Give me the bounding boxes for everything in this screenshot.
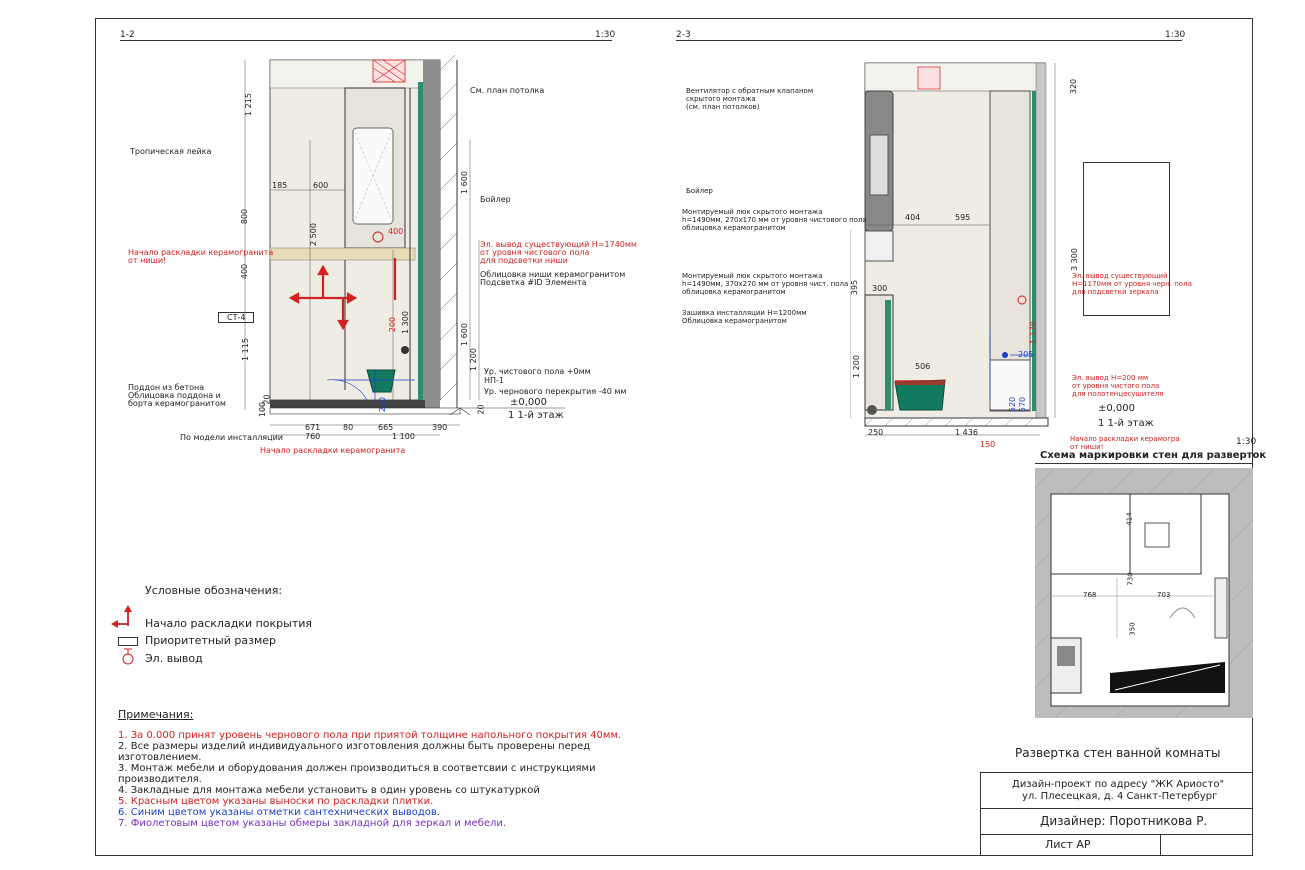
callout-rain-shower: Тропическая лейка (130, 147, 212, 156)
callout-tile-start-line1: Начало раскладки керамогранита (128, 248, 274, 257)
callout-mirror-outlet-1: Эл. вывод существующий (1072, 272, 1168, 280)
dim-v: 800 (240, 208, 250, 225)
stamp-divider (980, 834, 1253, 835)
callout-tile-start-right-2: от ниши! (1070, 443, 1104, 451)
callout-hatch2-line3: облицовка керамогранитом (682, 288, 786, 296)
dim-v: 200 (378, 396, 388, 413)
callout-hatch1-line2: h=1490мм, 270х170 мм от уровня чистового пола (682, 216, 867, 224)
callout-install-line2: Облицовка керамогранитом (682, 317, 787, 325)
view-header-line (676, 40, 1182, 41)
callout-install-line1: Зашивка инсталляции Н=1200мм (682, 309, 807, 317)
dim-v: 20 (262, 394, 272, 405)
callout-niche-cladding: Облицовка ниши керамогранитом (480, 270, 626, 279)
dim-h: 665 (378, 423, 394, 432)
dim-v: 1 200 (468, 348, 478, 371)
callout-towel-outlet-1: Эл. вывод Н=200 мм (1072, 374, 1149, 382)
priority-dimension-icon (118, 637, 138, 646)
callout-tile-start-line2: от ниши! (128, 256, 167, 265)
legend-item-tile-start: Начало раскладки покрытия (145, 617, 312, 630)
callout-outlet-line2: от уровня чистового пола (480, 248, 590, 257)
stamp-sheet: Лист АР (1045, 838, 1091, 851)
floor-label-right: 1 1-й этаж (1098, 418, 1154, 429)
callout-boiler: Бойлер (480, 195, 511, 204)
note-item: 3. Монтаж мебели и оборудования должен производиться в соответсвии с инструкциями (118, 763, 596, 774)
dim-v: 1 215 (243, 93, 253, 116)
callout-boiler-right: Бойлер (686, 187, 713, 195)
dim-h: 150 (980, 440, 996, 449)
callout-fan-line2: скрытого монтажа (686, 95, 756, 103)
callout-installation-model: По модели инсталляции (180, 433, 283, 442)
stamp-designer: Дизайнер: Поротникова Р. (1040, 814, 1208, 828)
callout-niche-light: Подсветка #ID Элемента (480, 278, 587, 287)
dim-h: 506 (915, 362, 931, 371)
callout-np1: НП-1 (484, 376, 505, 385)
dim-v: 200 (388, 316, 398, 333)
note-item: изготовлением. (118, 752, 202, 763)
legend-item-outlet: Эл. вывод (145, 652, 203, 665)
dim-v: 2 500 (308, 223, 318, 246)
dim-v: 570 (1018, 396, 1028, 413)
wall-marking-scheme-plan (1035, 468, 1253, 718)
callout-fan-line1: Вентилятор с обратным клапаном (686, 87, 814, 95)
view-scale-1-2: 1:30 (595, 30, 616, 40)
notes-title: Примечания: (118, 708, 194, 721)
dim-h: 390 (432, 423, 448, 432)
elevation-2-3-drawing (850, 55, 1090, 455)
note-item: 4. Закладные для монтажа мебели установить в один уровень со штукатуркой (118, 785, 540, 796)
dim-v: 320 (1069, 78, 1079, 95)
dim-h: 205 (1018, 350, 1034, 359)
scheme-title: Схема маркировки стен для разверток (1040, 450, 1267, 461)
dim-h: 671 (305, 423, 321, 432)
legend-title: Условные обозначения: (145, 584, 283, 597)
floor-label: 1 1-й этаж (508, 410, 564, 421)
callout-fan-line3: (см. план потолков) (686, 103, 760, 111)
dim-h: 1 100 (392, 432, 415, 441)
note-item: 5. Красным цветом указаны выноски по раскладки плитки. (118, 796, 434, 807)
stamp-project-line1: Дизайн-проект по адресу "ЖК Ариосто" (1012, 779, 1225, 790)
dim-h: 300 (872, 284, 888, 293)
tile-start-arrow-icon (110, 604, 140, 628)
stamp-divider (980, 808, 1253, 809)
callout-outlet-line3: для подсветки ниши (480, 256, 568, 265)
scheme-dim: 350 (1128, 622, 1137, 636)
scheme-dim: 768 (1083, 591, 1097, 599)
callout-tray-line2: Облицовка поддона и (128, 391, 221, 400)
level-mark: ±0,000 (510, 397, 548, 408)
legend-item-priority: Приоритетный размер (145, 634, 276, 647)
callout-tray-line3: бортa керамогранитом (128, 399, 226, 408)
dim-v: 1 600 (459, 171, 469, 194)
level-mark-right: ±0,000 (1098, 403, 1136, 414)
dim-v: 1 170 (1028, 321, 1038, 344)
callout-ceiling-plan: См. план потолка (470, 86, 545, 95)
view-label-1-2: 1-2 (120, 30, 135, 40)
callout-towel-outlet-3: для полотенцесушителя (1072, 390, 1164, 398)
dim-h: 600 (313, 181, 329, 190)
stamp-divider-v (1160, 834, 1161, 856)
dim-v: 20 (476, 404, 486, 415)
callout-tray-line1: Поддон из бетона (128, 383, 205, 392)
electric-outlet-icon (118, 648, 138, 666)
dim-v: 395 (850, 279, 860, 296)
dim-v: 1 200 (851, 355, 861, 378)
callout-rough-floor: Ур. чернового перекрытия -40 мм (484, 387, 627, 396)
dim-v: 520 (1008, 396, 1018, 413)
dim-v: 1 115 (240, 338, 250, 361)
mirror-outline (1083, 162, 1170, 316)
dim-v: 3 300 (1069, 248, 1079, 271)
note-item: 7. Фиолетовым цветом указаны обмеры закладной для зеркал и мебели. (118, 818, 507, 829)
callout-tile-start-bottom: Начало раскладки керамогранита (260, 446, 406, 455)
dim-h: 250 (868, 428, 884, 437)
dim-h: 595 (955, 213, 971, 222)
dim-v: 400 (240, 263, 250, 280)
scheme-line (1035, 463, 1253, 464)
callout-finish-floor: Ур. чистового пола +0мм (484, 367, 591, 376)
note-item: 2. Все размеры изделий индивидуального изготовления должны быть проверены перед (118, 741, 591, 752)
view-label-2-3: 2-3 (676, 30, 691, 40)
callout-hatch2-line2: h=1490мм, 370х270 мм от уровня чист. пола (682, 280, 849, 288)
dim-h: 404 (905, 213, 921, 222)
scheme-scale: 1:30 (1236, 437, 1257, 447)
dim-h: 400 (388, 227, 404, 236)
stamp-title: Развертка стен ванной комнаты (1015, 746, 1221, 760)
callout-outlet-line1: Эл. вывод существующий Н=1740мм (480, 240, 637, 249)
callout-hatch1-line3: облицовка керамогранитом (682, 224, 786, 232)
stamp-project-line2: ул. Плесецкая, д. 4 Санкт-Петербург (1022, 791, 1218, 802)
view-scale-2-3: 1:30 (1165, 30, 1186, 40)
notes-list (118, 730, 621, 829)
note-item: 1. За 0.000 принят уровень чернового пола при приятой толщине напольного покрытия 40мм. (118, 730, 622, 741)
dim-h: 80 (343, 423, 354, 432)
scheme-dim: 703 (1157, 591, 1171, 599)
dim-h: 185 (272, 181, 288, 190)
callout-hatch1-line1: Монтируемый люк скрытого монтажа (682, 208, 823, 216)
note-item: производителя. (118, 774, 202, 785)
callout-tile-start-right-1: Начало раскладки керамогра (1070, 435, 1180, 443)
scheme-dim: 730 (1126, 572, 1135, 586)
note-item: 6. Синим цветом указаны отметки сантехнических выводов. (118, 807, 441, 818)
wall-tag-st4: СТ-4 (218, 312, 254, 323)
dim-v: 1 300 (400, 311, 410, 334)
callout-mirror-outlet-2: Н=1170мм от уровня черн. пола (1072, 280, 1192, 288)
dim-v: 100 (258, 401, 268, 418)
scheme-dim: 414 (1125, 512, 1134, 526)
dim-v: 1 600 (459, 323, 469, 346)
callout-hatch2-line1: Монтируемый люк скрытого монтажа (682, 272, 823, 280)
callout-towel-outlet-2: от уровня чистого пола (1072, 382, 1160, 390)
callout-mirror-outlet-3: для подсветки зеркала (1072, 288, 1159, 296)
dim-h: 760 (305, 432, 321, 441)
dim-h: 1 436 (955, 428, 978, 437)
